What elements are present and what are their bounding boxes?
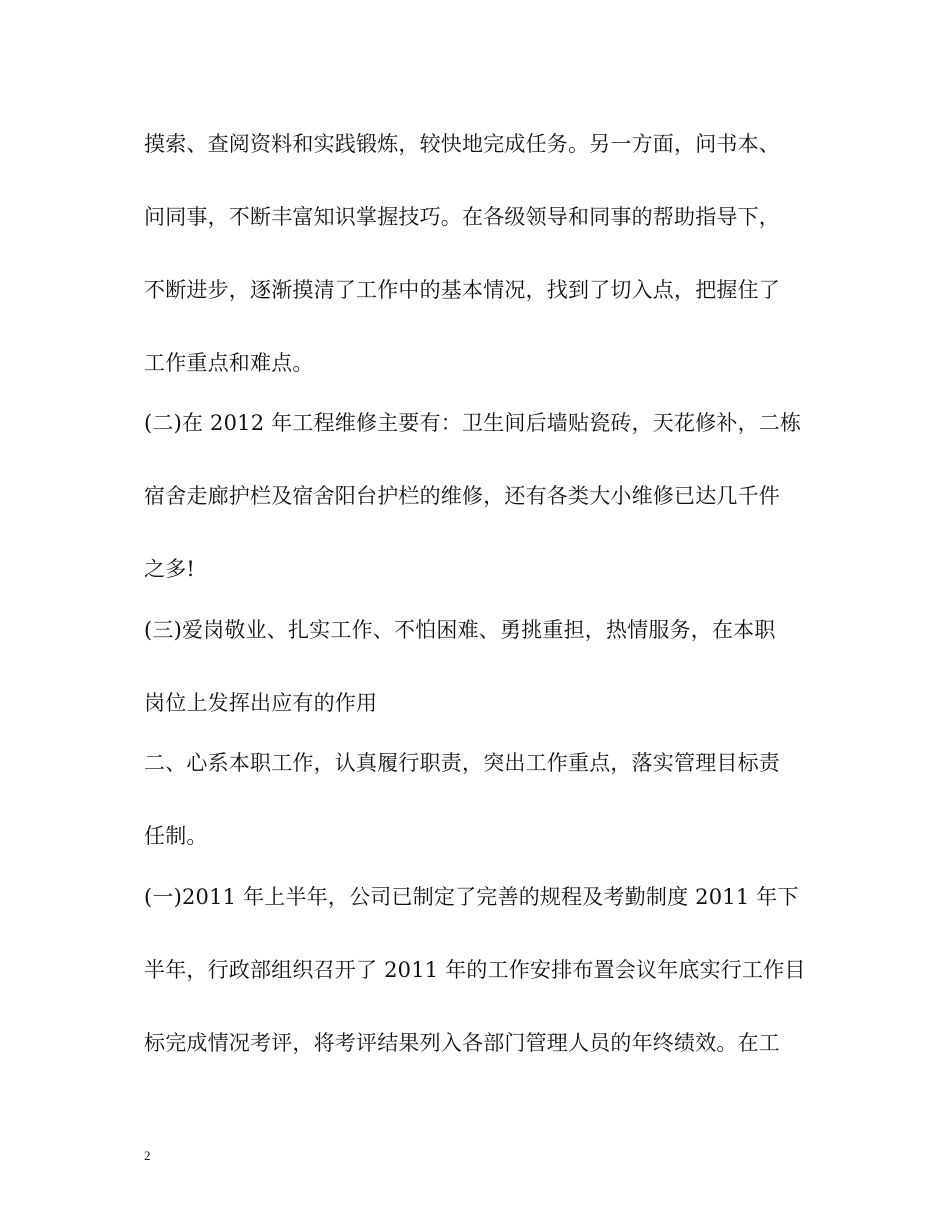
paragraph-line: 不断进步，逐渐摸清了工作中的基本情况，找到了切入点，把握住了 bbox=[144, 278, 780, 302]
paragraph-line: 之多! bbox=[144, 557, 196, 581]
paragraph-line: (二)在 2012 年工程维修主要有：卫生间后墙贴瓷砖，天花修补，二栋 bbox=[144, 411, 802, 435]
paragraph-line: 摸索、查阅资料和实践锻炼，较快地完成任务。另一方面，问书本、 bbox=[144, 132, 780, 156]
paragraph-line: 半年，行政部组织召开了 2011 年的工作安排布置会议年底实行工作目 bbox=[144, 958, 806, 982]
paragraph-line: 任制。 bbox=[144, 824, 208, 848]
paragraph-line: 宿舍走廊护栏及宿舍阳台护栏的维修，还有各类大小维修已达几千件 bbox=[144, 484, 780, 508]
paragraph-line: 二、心系本职工作，认真履行职责，突出工作重点，落实管理目标责 bbox=[144, 751, 780, 775]
paragraph-line: (一)2011 年上半年，公司已制定了完善的规程及考勤制度 2011 年下 bbox=[144, 885, 799, 909]
paragraph-line: 标完成情况考评，将考评结果列入各部门管理人员的年终绩效。在工 bbox=[144, 1031, 780, 1055]
paragraph-line: (三)爱岗敬业、扎实工作、不怕困难、勇挑重担，热情服务，在本职 bbox=[144, 618, 776, 642]
paragraph-line: 工作重点和难点。 bbox=[144, 351, 314, 375]
paragraph-line: 问同事，不断丰富知识掌握技巧。在各级领导和同事的帮助指导下， bbox=[144, 205, 780, 229]
paragraph-line: 岗位上发挥出应有的作用 bbox=[144, 691, 378, 715]
page-number: 2 bbox=[144, 1148, 151, 1163]
